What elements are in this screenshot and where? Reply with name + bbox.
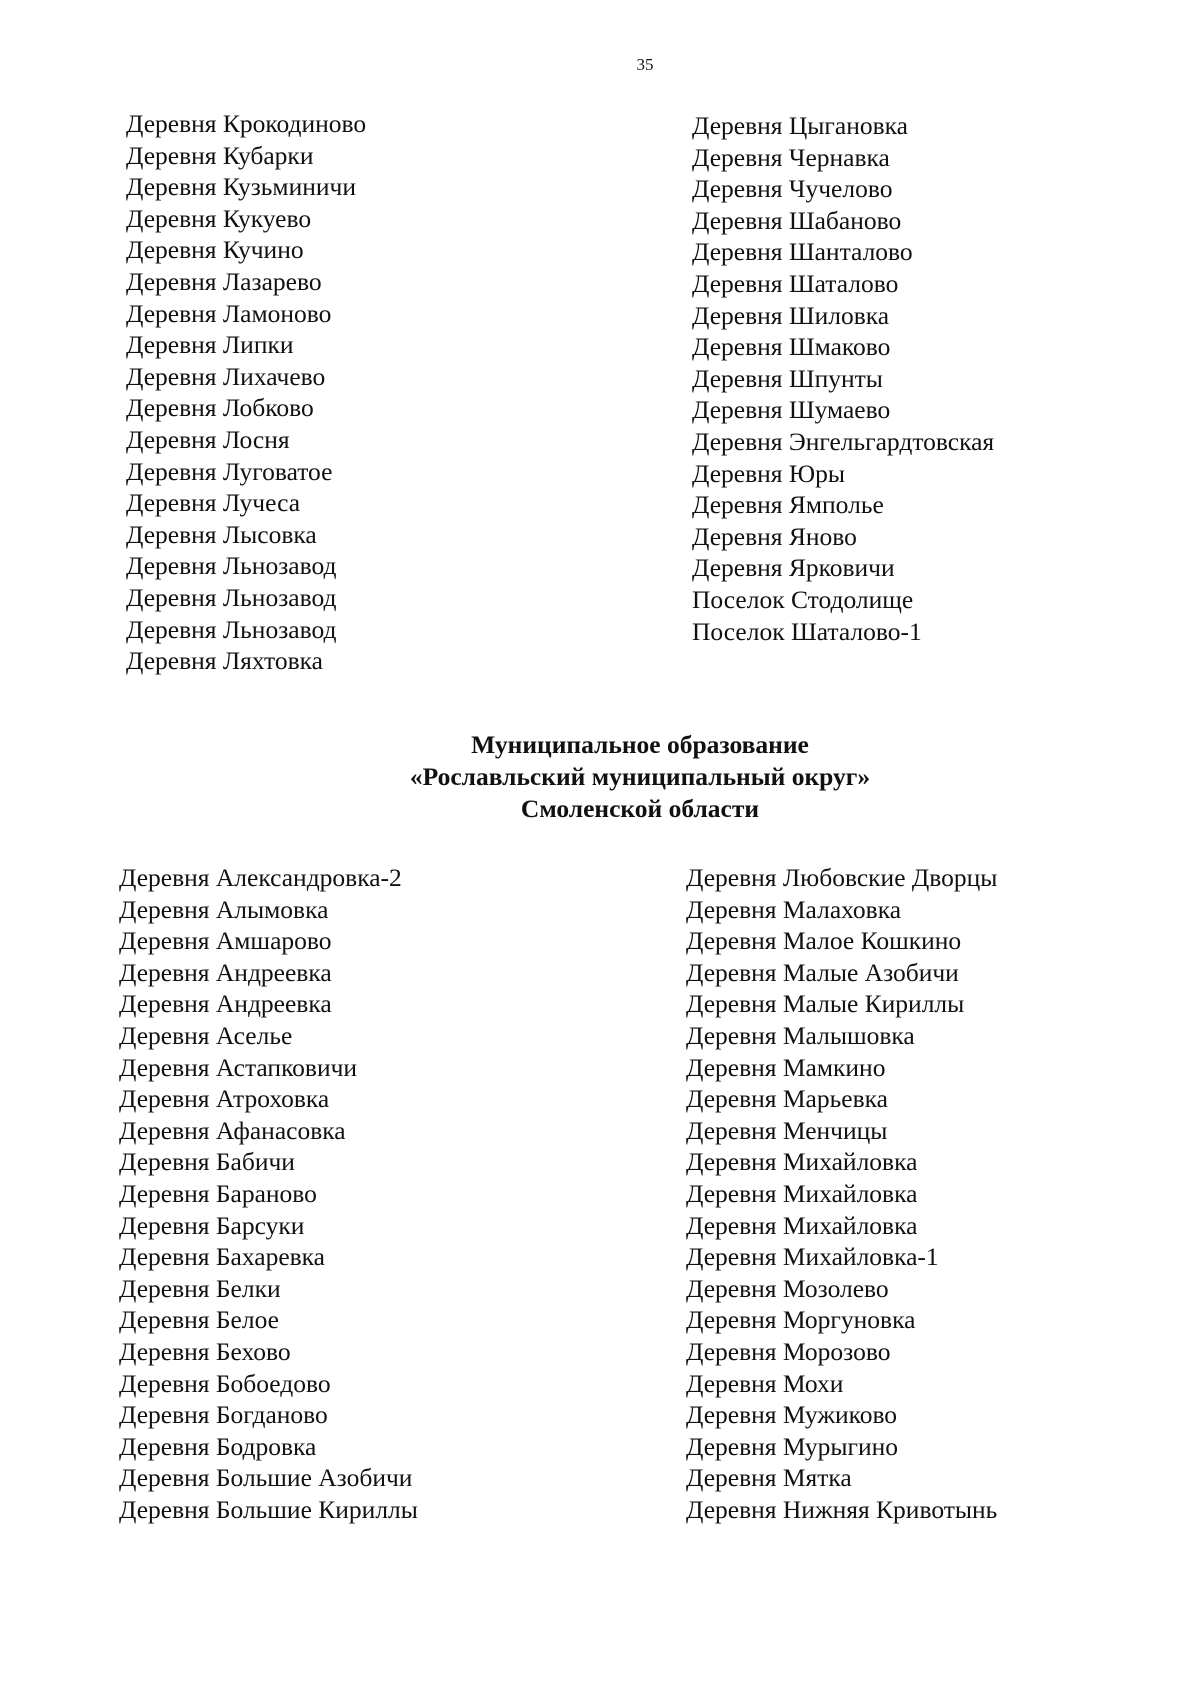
heading-line-2: «Рославльский муниципальный округ»: [409, 762, 871, 791]
settlement-list-item: Деревня Мозолево: [686, 1273, 889, 1303]
settlement-list-item: Деревня Луговатое: [126, 456, 333, 486]
settlement-list-item: Деревня Шаталово: [692, 268, 899, 298]
settlement-list-item: Деревня Большие Азобичи: [119, 1463, 413, 1493]
settlement-list-item: Деревня Морозово: [686, 1336, 891, 1366]
settlement-list-item: Деревня Менчицы: [686, 1115, 888, 1145]
settlement-list-item: Деревня Крокодиново: [126, 109, 367, 138]
settlement-list-item: Деревня Кузьминичи: [126, 172, 356, 202]
settlement-list-item: Деревня Юры: [692, 458, 845, 488]
settlement-list-item: Деревня Бабичи: [119, 1147, 295, 1177]
settlement-list-item: Деревня Мохи: [686, 1368, 844, 1398]
settlement-list-item: Деревня Бараново: [119, 1178, 317, 1208]
settlement-list-item: Деревня Астапковичи: [119, 1052, 358, 1082]
section1-right-list: [692, 110, 994, 647]
settlement-list-item: Деревня Богданово: [119, 1400, 328, 1430]
section-heading: [300, 729, 980, 825]
settlement-list-item: Деревня Аселье: [119, 1020, 293, 1050]
settlement-list-item: Деревня Чучелово: [692, 174, 893, 204]
settlement-list-item: Деревня Михайловка: [686, 1147, 918, 1177]
settlement-list-item: Деревня Мурыгино: [686, 1431, 899, 1461]
settlement-list-item: Деревня Михайловка: [686, 1178, 918, 1208]
settlement-list-item: Деревня Ляхтовка: [126, 646, 323, 676]
settlement-list-item: Деревня Лихачево: [126, 361, 326, 391]
settlement-list-item: Деревня Малаховка: [686, 894, 902, 924]
settlement-list-item: Деревня Чернавка: [692, 142, 890, 172]
settlement-list-item: Деревня Мамкино: [686, 1052, 886, 1082]
settlement-list-item: Деревня Шпунты: [692, 363, 883, 393]
section2-right-list: [686, 862, 997, 1525]
settlement-list-item: Деревня Нижняя Кривотынь: [686, 1494, 998, 1524]
settlement-list-item: Деревня Шабаново: [692, 205, 902, 235]
settlement-list-item: Деревня Марьевка: [686, 1084, 888, 1114]
settlement-list-item: Деревня Шмаково: [692, 332, 891, 362]
settlement-list-item: Деревня Ямполье: [692, 490, 884, 520]
settlement-list-item: Деревня Лосня: [126, 424, 290, 454]
settlement-list-item: Деревня Шумаево: [692, 395, 891, 425]
section2-left-list: [119, 862, 418, 1525]
settlement-list-item: Поселок Шаталово-1: [692, 616, 922, 646]
settlement-list-item: Деревня Моргуновка: [686, 1305, 916, 1335]
settlement-list-item: Деревня Кубарки: [126, 140, 314, 170]
settlement-list-item: Деревня Барсуки: [119, 1210, 305, 1240]
settlement-list-item: Деревня Лобково: [126, 393, 314, 423]
settlement-list-item: Деревня Бобоедово: [119, 1368, 331, 1398]
settlement-list-item: Деревня Андреевка: [119, 957, 332, 987]
settlement-list-item: Деревня Малышовка: [686, 1020, 915, 1050]
settlement-list-item: Поселок Стодолище: [692, 584, 914, 614]
settlement-list-item: Деревня Любовские Дворцы: [686, 863, 998, 892]
settlement-list-item: Деревня Мужиково: [686, 1400, 898, 1430]
settlement-list-item: Деревня Ярковичи: [692, 553, 895, 583]
settlement-list-item: Деревня Андреевка: [119, 989, 332, 1019]
settlement-list-item: Деревня Лучеса: [126, 488, 301, 518]
settlement-list-item: Деревня Кукуево: [126, 203, 312, 233]
settlement-list-item: Деревня Афанасовка: [119, 1115, 346, 1145]
settlement-list-item: Деревня Цыгановка: [692, 111, 908, 140]
settlement-list-item: Деревня Малые Азобичи: [686, 957, 959, 987]
heading-line-3: Смоленской области: [520, 794, 760, 823]
settlement-list-item: Деревня Ламоново: [126, 298, 332, 328]
settlement-list-item: Деревня Бахаревка: [119, 1242, 326, 1272]
settlement-list-item: Деревня Александровка-2: [119, 863, 402, 892]
settlement-list-item: Деревня Белое: [119, 1305, 279, 1335]
settlement-list-item: Деревня Лазарево: [126, 266, 322, 296]
settlement-list-item: Деревня Алымовка: [119, 894, 329, 924]
settlement-list-item: Деревня Кучино: [126, 235, 304, 265]
section1-left-list: [126, 108, 366, 677]
settlement-list-item: Деревня Лысовка: [126, 519, 317, 549]
settlement-list-item: Деревня Энгельгардтовская: [692, 426, 995, 456]
settlement-list-item: Деревня Михайловка-1: [686, 1242, 939, 1272]
settlement-list-item: Деревня Мятка: [686, 1463, 852, 1493]
settlement-list-item: Деревня Большие Кириллы: [119, 1494, 418, 1524]
settlement-list-item: Деревня Шанталово: [692, 237, 913, 267]
settlement-list-item: Деревня Амшарово: [119, 926, 332, 956]
settlement-list-item: Деревня Льнозавод: [126, 614, 337, 644]
settlement-list-item: Деревня Малое Кошкино: [686, 926, 962, 956]
settlement-list-item: Деревня Шиловка: [692, 300, 890, 330]
settlement-list-item: Деревня Малые Кириллы: [686, 989, 965, 1019]
settlement-list-item: Деревня Яново: [692, 521, 857, 551]
settlement-list-item: Деревня Льнозавод: [126, 551, 337, 581]
settlement-list-item: Деревня Михайловка: [686, 1210, 918, 1240]
settlement-list-item: Деревня Бехово: [119, 1336, 291, 1366]
settlement-list-item: Деревня Бодровка: [119, 1431, 317, 1461]
settlement-list-item: Деревня Липки: [126, 330, 294, 360]
settlement-list-item: Деревня Льнозавод: [126, 582, 337, 612]
page-number: 35: [636, 55, 654, 74]
settlement-list-item: Деревня Атроховка: [119, 1084, 330, 1114]
heading-line-1: Муниципальное образование: [471, 730, 809, 759]
settlement-list-item: Деревня Белки: [119, 1273, 281, 1303]
